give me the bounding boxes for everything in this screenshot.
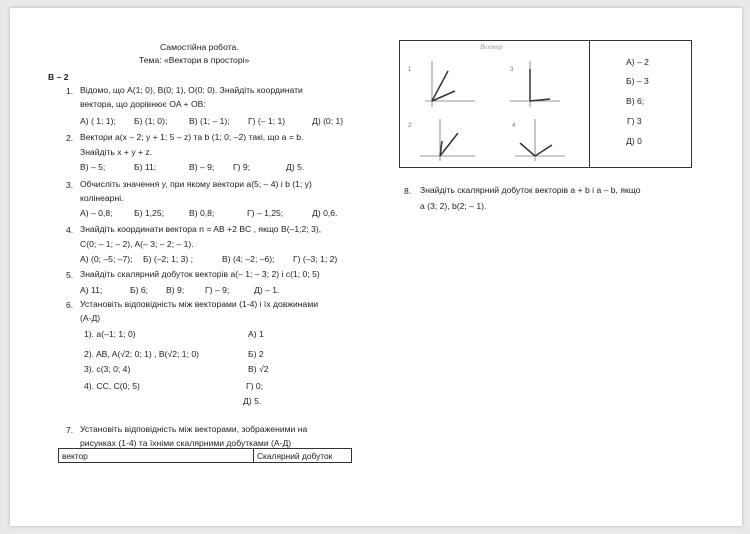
q5-option: Д) – 1. <box>254 285 280 295</box>
q6-left-item: 4). CC, C(0; 5) <box>84 381 140 391</box>
table-header-product: Скалярний добуток <box>254 449 352 463</box>
q3-option: Б) 1,25; <box>134 208 165 218</box>
figure-number-1: 1 <box>408 67 412 73</box>
q3-option: В) 0,8; <box>189 208 215 218</box>
variant-label: В – 2 <box>48 72 69 82</box>
q2-text-2: Знайдіть x + y + z. <box>80 147 153 157</box>
q6-left-item: 3). c(3; 0; 4) <box>84 364 131 374</box>
q7-text: Установіть відповідність між векторами, зображеними на <box>80 424 308 434</box>
q8-text-2: a (3; 2), b(2; – 1). <box>420 201 487 211</box>
q7-table <box>58 448 352 463</box>
q2-text: Вектори a(x – 2; y + 1; 5 – z) та b (1; 0; –2) такі, що a = b. <box>80 132 304 142</box>
figure-number-2: 3 <box>510 67 514 73</box>
q1-text-2: вектора, що дорівнює OA + OB: <box>80 99 206 109</box>
q3-option: Г) – 1,25; <box>247 208 284 218</box>
q6-right-item: А) 1 <box>248 329 264 339</box>
figure-divider <box>589 41 590 167</box>
q2-option: Г) 9; <box>233 162 251 172</box>
figure-answer: Б) – 3 <box>626 76 649 86</box>
q7-number: 7. <box>66 425 74 435</box>
q4-option: В) (4; –2; –6); <box>222 254 275 264</box>
q4-text: Знайдіть координати вектора n = AB +2 BC , якщо B(–1;2; 3), <box>80 224 322 234</box>
q1-option: Д) (0; 1) <box>312 116 344 126</box>
q3-number: 3. <box>66 180 74 190</box>
q3-text-2: колінеарні. <box>80 193 124 203</box>
document-page <box>10 8 742 526</box>
q1-option: Б) (1; 0); <box>134 116 168 126</box>
q5-option: Г) – 9; <box>205 285 230 295</box>
q3-option: А) – 0,8; <box>80 208 113 218</box>
q5-option: Б) 6; <box>130 285 149 295</box>
q2-option: В) – 9; <box>189 162 215 172</box>
figure-number-4: 4 <box>512 123 516 129</box>
q6-left-item: 1). a(–1; 1; 0) <box>84 329 136 339</box>
q8-text: Знайдіть скалярний добуток векторів a + b і a – b, якщо <box>420 185 641 195</box>
figure-number-3: 2 <box>408 123 412 129</box>
q2-option: Д) 5. <box>286 162 305 172</box>
q2-number: 2. <box>66 133 74 143</box>
q3-option: Д) 0,6. <box>312 208 338 218</box>
q8-number: 8. <box>404 186 412 196</box>
q4-option: Б) (–2; 1; 3) ; <box>143 254 194 264</box>
q2-option: Б) 11; <box>134 162 157 172</box>
q6-right-item: В) √2 <box>248 364 269 374</box>
figure-answer: Д) 0 <box>626 136 642 146</box>
q1-text: Відомо, що A(1; 0), B(0; 1), O(0; 0). Знайдіть координати <box>80 85 303 95</box>
figure-answer: Г) 3 <box>627 116 642 126</box>
table-row <box>59 449 352 463</box>
q6-left-item: 2). AB, A(√2; 0; 1) , B(√2; 1; 0) <box>84 349 199 359</box>
q5-option: А) 11; <box>80 285 103 295</box>
q4-option: А) (0; –5; –7); <box>80 254 133 264</box>
q4-text-2: C(0; – 1; – 2), A(– 3; – 2; – 1). <box>80 239 194 249</box>
figure-caption: Вектор <box>480 43 503 51</box>
q1-option: В) (1; – 1); <box>189 116 230 126</box>
q5-text: Знайдіть скалярний добуток векторів a(– 1; – 3; 2) і c(1; 0; 5) <box>80 269 320 279</box>
q3-text: Обчисліть значення y, при якому вектори a(5; – 4) і b (1; y) <box>80 179 312 189</box>
q6-right-item: Б) 2 <box>248 349 264 359</box>
figure-answer: А) – 2 <box>626 57 649 67</box>
q1-option: А) ( 1; 1); <box>80 116 116 126</box>
figure-answer: В) 6; <box>626 96 645 106</box>
q1-number: 1. <box>66 86 74 96</box>
q6-right-item: Г) 0; <box>246 381 264 391</box>
doc-title: Самостійна робота. <box>160 42 239 52</box>
q4-option: Г) (–3; 1; 2) <box>293 254 338 264</box>
q6-text: Установіть відповідність між векторами (1-4) і їх довжинами <box>80 299 319 309</box>
q1-option: Г) (– 1; 1) <box>248 116 286 126</box>
q7-text-2: рисунках (1-4) та їхніми скалярними добутками (А-Д) <box>80 438 292 448</box>
figure-vectors <box>432 69 552 156</box>
q6-number: 6. <box>66 300 74 310</box>
q4-number: 4. <box>66 225 74 235</box>
q6-text-2: (А-Д) <box>80 313 101 323</box>
figure-numbers <box>408 67 516 129</box>
q6-right-item: Д) 5. <box>243 396 262 406</box>
vector-figures <box>400 41 589 167</box>
table-header-vector: вектор <box>59 449 254 463</box>
q5-number: 5. <box>66 270 74 280</box>
q5-option: В) 9; <box>166 285 185 295</box>
figure-box <box>399 40 692 168</box>
doc-topic: Тема: «Вектори в просторі» <box>139 55 250 65</box>
q2-option: В) – 5; <box>80 162 106 172</box>
